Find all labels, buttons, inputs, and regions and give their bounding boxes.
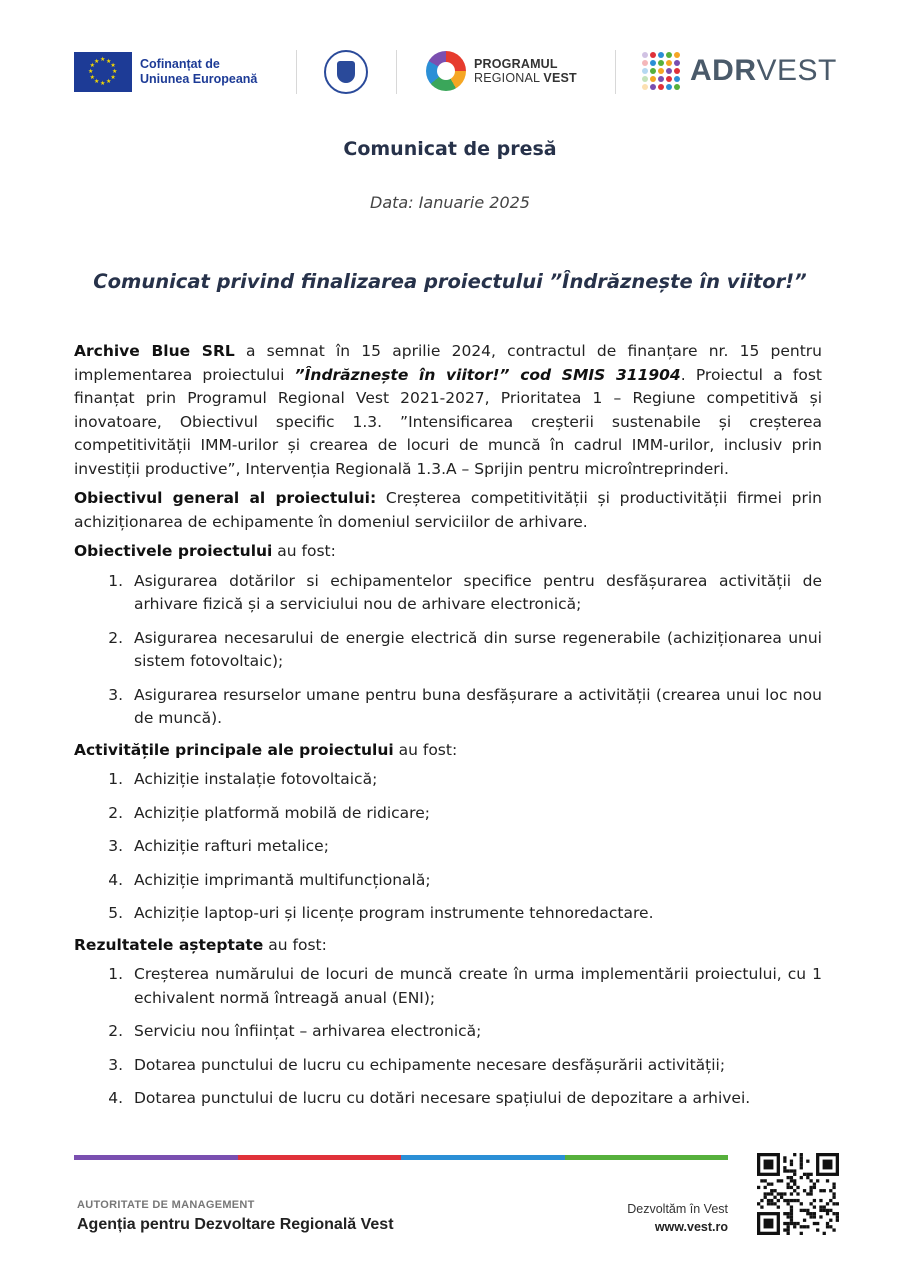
eu-star-icon: ★ — [110, 62, 116, 69]
prv-ring-icon — [426, 51, 466, 91]
eu-star-icon: ★ — [112, 68, 118, 75]
bar-segment — [238, 1155, 402, 1160]
intro-paragraph — [74, 340, 822, 481]
activities-list — [74, 768, 822, 926]
prv-text-line2a: REGIONAL — [474, 71, 544, 85]
list-item: 3. Dotarea punctului de lucru cu echipamente necesare desfășurării activității; — [128, 1054, 822, 1078]
eu-flag-icon — [74, 52, 132, 92]
eu-star-icon: ★ — [94, 57, 100, 65]
project-name: ”Îndrăznește în viitor!” cod SMIS 311904 — [294, 365, 681, 384]
government-seal-icon — [324, 50, 368, 94]
adr-vest-logo — [642, 52, 837, 90]
company-name: Archive Blue SRL — [74, 342, 235, 360]
list-item: 5. Achiziție laptop-uri și licențe program instrumente tehnoredactare. — [128, 902, 822, 926]
logo-divider — [296, 50, 297, 94]
eu-text-line1: Cofinanțat de — [140, 57, 220, 71]
programul-regional-vest-logo — [426, 51, 577, 91]
results-list — [74, 963, 822, 1111]
objectives-heading — [74, 540, 822, 564]
list-item: 1. Creșterea numărului de locuri de muncă create în urma implementării proiectului, cu 1 echivalent normă întreagă anual (ENI); — [128, 963, 822, 1010]
list-item: 1. Achiziție instalație fotovoltaică; — [128, 768, 822, 792]
document-body — [74, 340, 822, 1119]
adr-text-b: VEST — [756, 54, 837, 87]
prv-text-line2b: VEST — [543, 71, 577, 85]
general-objective-text: Creșterea competitivității și productivității firmei prin achiziționarea de echipamente în domeniul serviciilor de arhivare. — [74, 489, 822, 531]
general-objective-label: Obiectivul general al proiectului: — [74, 489, 377, 507]
general-objective-paragraph — [74, 487, 822, 534]
objectives-label: Obiectivele proiectului — [74, 542, 273, 560]
results-label: Rezultatele așteptate — [74, 935, 264, 954]
adr-text-a: ADR — [690, 54, 757, 87]
document-date: Data: Ianuarie 2025 — [370, 193, 530, 212]
bar-segment — [401, 1155, 565, 1160]
activities-suffix: au fost: — [393, 740, 458, 759]
eu-star-icon: ★ — [88, 68, 94, 75]
bar-segment — [565, 1155, 729, 1160]
eu-star-icon: ★ — [89, 62, 95, 69]
managing-authority-label: AUTORITATE DE MANAGEMENT — [77, 1199, 255, 1211]
prv-text-line1: PROGRAMUL — [474, 57, 558, 71]
eu-star-icon: ★ — [89, 74, 95, 81]
eu-logo — [74, 52, 257, 92]
list-item: 2. Asigurarea necesarului de energie electrică din surse regenerabile (achiziționarea unui sistem fotovoltaic); — [128, 627, 822, 674]
agency-name: Agenția pentru Dezvoltare Regională Vest — [77, 1216, 394, 1233]
eu-star-icon: ★ — [110, 74, 116, 81]
eu-star-icon: ★ — [100, 80, 106, 87]
results-heading — [74, 934, 822, 958]
header-logos — [74, 48, 837, 98]
intro-text-1: a semnat în 15 aprilie 2024, contractul de finanțare nr. 15 pentru implementarea proiectului — [74, 342, 822, 384]
footer-slogan: Dezvoltăm în Vest — [627, 1202, 728, 1216]
bar-segment — [74, 1155, 238, 1160]
eu-star-icon: ★ — [100, 56, 106, 63]
objectives-list — [74, 570, 822, 731]
document-subtitle: Comunicat privind finalizarea proiectului ”Îndrăznește în viitor!” — [93, 270, 807, 293]
intro-text-2: . Proiectul a fost finanțat prin Programul Regional Vest 2021-2027, Prioritatea 1 – Regiune competitivă și inovatoare, Obiectivul specific 1.3. ”Intensificarea creșterii sustenabile și creșterea competitivității IMM-urilor și crearea de locuri de muncă în cadrul IMM-urilor, inclusiv prin investiții productive”, Intervenția Regională 1.3.A – Sprijin pentru microîntreprinderi. — [74, 365, 822, 478]
eu-star-icon: ★ — [94, 78, 100, 86]
objectives-suffix: au fost: — [272, 542, 336, 560]
eu-star-icon: ★ — [106, 78, 112, 86]
footer-color-bar — [74, 1155, 728, 1160]
list-item: 2. Serviciu nou înființat – arhivarea electronică; — [128, 1020, 822, 1044]
activities-heading — [74, 739, 822, 763]
eu-star-icon: ★ — [106, 57, 112, 65]
results-suffix: au fost: — [263, 935, 327, 954]
page-title: Comunicat de presă — [343, 138, 557, 160]
list-item: 4. Achiziție imprimantă multifuncțională; — [128, 869, 822, 893]
list-item: 3. Asigurarea resurselor umane pentru buna desfășurare a activității (crearea unui loc nou de muncă). — [128, 684, 822, 731]
logo-divider — [396, 50, 397, 94]
logo-divider — [615, 50, 616, 94]
list-item: 2. Achiziție platformă mobilă de ridicare; — [128, 802, 822, 826]
eu-text-line2: Uniunea Europeană — [140, 72, 258, 86]
website-link[interactable]: www.vest.ro — [654, 1220, 728, 1234]
adr-dots-icon — [642, 52, 680, 90]
list-item: 4. Dotarea punctului de lucru cu dotări necesare spațiului de depozitare a arhivei. — [128, 1087, 822, 1111]
list-item: 1. Asigurarea dotărilor si echipamentelor specifice pentru desfășurarea activității de arhivare fizică și a serviciului nou de arhivare electronică; — [128, 570, 822, 617]
list-item: 3. Achiziție rafturi metalice; — [128, 835, 822, 859]
activities-label: Activitățile principale ale proiectului — [74, 740, 394, 759]
qr-code-icon — [757, 1153, 839, 1235]
